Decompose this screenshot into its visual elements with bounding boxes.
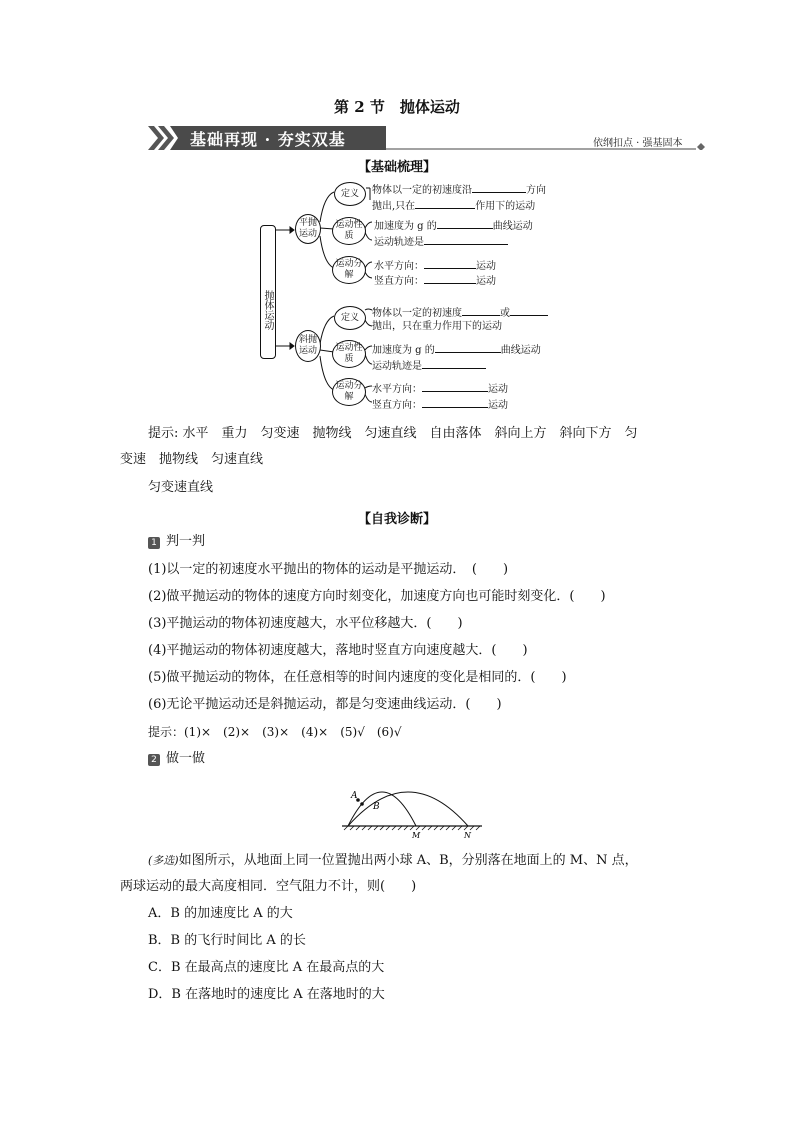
b2-decomp-line2: 竖直方向： 运动 bbox=[372, 397, 508, 412]
question-line-1 bbox=[148, 851, 638, 871]
node-label: 定义 bbox=[340, 312, 359, 323]
judge-heading-text: 判一判 bbox=[166, 534, 206, 549]
node-definition-2 bbox=[334, 306, 366, 330]
branch-node-oblique bbox=[295, 330, 321, 362]
node-nature-1 bbox=[332, 217, 366, 245]
banner-title: 基础再现 · 夯实双基 bbox=[190, 130, 346, 149]
b2-decomp-line1: 水平方向： 运动 bbox=[372, 381, 508, 396]
node-label: 定义 bbox=[340, 188, 359, 199]
trajectory-b bbox=[348, 792, 468, 826]
b1-def-line1: 物体以一定的初速度沿 方向 bbox=[372, 182, 546, 197]
b1-decomp-line1: 水平方向： 运动 bbox=[374, 258, 496, 273]
trajectory-a bbox=[348, 792, 416, 826]
node-label: 运动性质 bbox=[335, 343, 363, 364]
question-text-1: 如图所示，从地面上同一位置抛出两小球 A、B，分别落在地面上的 M、N 点， bbox=[178, 853, 638, 868]
banner-subtitle: 依纲扣点 · 强基固本 bbox=[593, 138, 683, 149]
node-label: 运动性质 bbox=[335, 220, 363, 241]
b1-nature-line2: 运动轨迹是 bbox=[374, 234, 508, 249]
option-b[interactable]: B．B 的飞行时间比 A 的长 bbox=[148, 933, 306, 948]
node-definition-1 bbox=[334, 182, 366, 206]
trajectory-figure bbox=[330, 772, 490, 840]
judge-item-4: (4)平抛运动的物体初速度越大，落地时竖直方向速度越大．( ) bbox=[148, 643, 528, 658]
judge-item-1: (1)以一定的初速度水平抛出的物体的运动是平抛运动． ( ) bbox=[148, 562, 509, 577]
hint-line-2: 变速 抛物线 匀速直线 bbox=[120, 452, 264, 467]
hint-line-3: 匀变速直线 bbox=[148, 480, 214, 495]
root-node: 抛体运动 bbox=[260, 225, 276, 359]
page-title: 第 2 节 抛体运动 bbox=[334, 98, 460, 116]
node-decomp-1 bbox=[332, 256, 366, 284]
b2-def-line2: 抛出，只在重力作用下的运动 bbox=[372, 321, 502, 332]
option-a[interactable]: A．B 的加速度比 A 的大 bbox=[148, 906, 293, 921]
option-c[interactable]: C．B 在最高点的速度比 A 在最高点的大 bbox=[148, 960, 385, 975]
label-b: B bbox=[373, 802, 380, 812]
b2-nature-line2: 运动轨迹是 bbox=[372, 358, 486, 373]
node-nature-2 bbox=[332, 340, 366, 368]
do-heading-text: 做一做 bbox=[166, 751, 206, 766]
option-d[interactable]: D．B 在落地时的速度比 A 在落地时的大 bbox=[148, 987, 385, 1002]
b2-def-line1: 物体以一定的初速度 或 bbox=[372, 305, 548, 320]
node-decomp-2 bbox=[332, 378, 366, 406]
judge-item-6: (6)无论平抛运动还是斜抛运动，都是匀变速曲线运动．( ) bbox=[148, 697, 502, 712]
judge-item-2: (2)做平抛运动的物体的速度方向时刻变化，加速度方向也可能时刻变化．( ) bbox=[148, 589, 606, 604]
b1-def-line2: 抛出,只在 作用下的运动 bbox=[372, 198, 535, 213]
b1-decomp-line2: 竖直方向： 运动 bbox=[374, 273, 496, 288]
branch-node-horizontal bbox=[295, 214, 321, 244]
judge-answer: 提示：(1)× (2)× (3)× (4)× (5)√ (6)√ bbox=[148, 725, 402, 739]
b2-nature-line1: 加速度为 g 的 曲线运动 bbox=[372, 342, 541, 357]
node-label: 运动分解 bbox=[335, 259, 363, 280]
judge-heading bbox=[148, 532, 205, 552]
branch-label-horizontal: 平抛运动 bbox=[298, 218, 317, 239]
node-label: 运动分解 bbox=[335, 381, 363, 402]
judge-item-3: (3)平抛运动的物体初速度越大，水平位移越大．( ) bbox=[148, 616, 463, 631]
label-m: M bbox=[412, 831, 421, 840]
badge-1: 1 bbox=[148, 537, 160, 549]
judge-item-5: (5)做平抛运动的物体，在任意相等的时间内速度的变化是相同的．( ) bbox=[148, 670, 567, 685]
section-heading-basics: 【基础梳理】 bbox=[357, 160, 436, 175]
hint-line-1: 提示: 水平 重力 匀变速 抛物线 匀速直线 自由落体 斜向上方 斜向下方 匀 bbox=[148, 426, 638, 441]
label-a: A bbox=[351, 791, 358, 801]
badge-2: 2 bbox=[148, 754, 160, 766]
label-n: N bbox=[464, 831, 471, 840]
question-line-2: 两球运动的最大高度相同．空气阻力不计，则( ) bbox=[120, 879, 417, 894]
do-heading bbox=[148, 749, 205, 769]
b1-nature-line1: 加速度为 g 的 曲线运动 bbox=[374, 218, 533, 233]
section-heading-diagnosis: 【自我诊断】 bbox=[357, 512, 436, 527]
multi-select-tag: (多选) bbox=[148, 854, 179, 867]
branch-label-oblique: 斜抛运动 bbox=[298, 335, 317, 356]
